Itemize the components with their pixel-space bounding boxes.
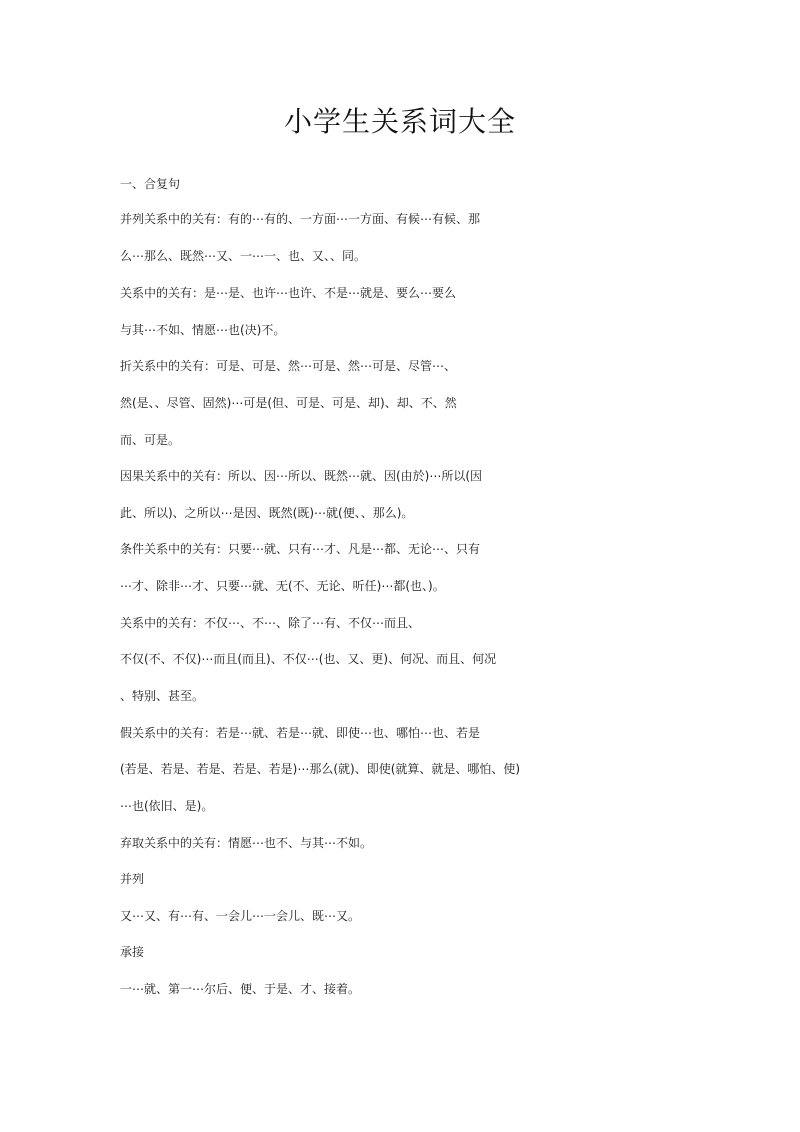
category-heading: 并列 xyxy=(120,872,145,886)
document-title: 小学生关系词大全 xyxy=(283,105,516,138)
text-line: 因果关系中的关有：所以、因⋯所以、既然⋯就、因(由於)⋯所以(因 xyxy=(120,469,483,483)
text-line: ⋯也(依旧、是)。 xyxy=(120,799,214,813)
text-line: 与其⋯不如、情愿⋯也(决)不。 xyxy=(120,323,286,337)
text-line: (若是、若是、若是、若是、若是)⋯那么(就)、即使(就算、就是、哪怕、使) xyxy=(120,762,521,776)
text-line: 、特别、甚至。 xyxy=(120,689,205,703)
text-line: 又⋯又、有⋯有、一会儿⋯一会儿、既⋯又。 xyxy=(120,909,361,923)
section-heading: 一、合复句 xyxy=(120,177,181,191)
category-heading: 承接 xyxy=(120,945,145,959)
text-line: 折关系中的关有：可是、可是、然⋯可是、然⋯可是、尽管⋯、 xyxy=(120,359,457,373)
text-line: 弃取关系中的关有：情愿⋯也不、与其⋯不如。 xyxy=(120,836,373,850)
text-line: 关系中的关有：是⋯是、也许⋯也许、不是⋯就是、要么⋯要么 xyxy=(120,286,457,300)
text-line: 而、可是。 xyxy=(120,433,181,447)
text-line: 不仅(不、不仅)⋯而且(而且)、不仅⋯(也、又、更)、何况、而且、何况 xyxy=(120,652,497,666)
text-line: ⋯才、除非⋯才、只要⋯就、无(不、无论、听任)⋯都(也、)。 xyxy=(120,579,445,593)
text-line: 假关系中的关有：若是⋯就、若是⋯就、即使⋯也、哪怕⋯也、若是 xyxy=(120,726,481,740)
text-line: 然(是、、尽管、固然)⋯可是(但、可是、可是、却)、却、不、然 xyxy=(120,396,457,410)
text-line: 并列关系中的关有：有的⋯有的、一方面⋯一方面、有候⋯有候、那 xyxy=(120,212,481,226)
text-line: 此、所以)、之所以⋯是因、既然(既)⋯就(便、、那么)。 xyxy=(120,506,414,520)
text-line: 关系中的关有：不仅⋯、不⋯、除了⋯有、不仅⋯而且、 xyxy=(120,616,421,630)
text-line: 么⋯那么、既然⋯又、一⋯一、也、又、、同。 xyxy=(120,249,367,263)
text-line: 条件关系中的关有：只要⋯就、只有⋯才、凡是⋯都、无论⋯、只有 xyxy=(120,542,481,556)
text-line: 一⋯就、第一⋯尔后、便、于是、才、接着。 xyxy=(120,982,361,996)
